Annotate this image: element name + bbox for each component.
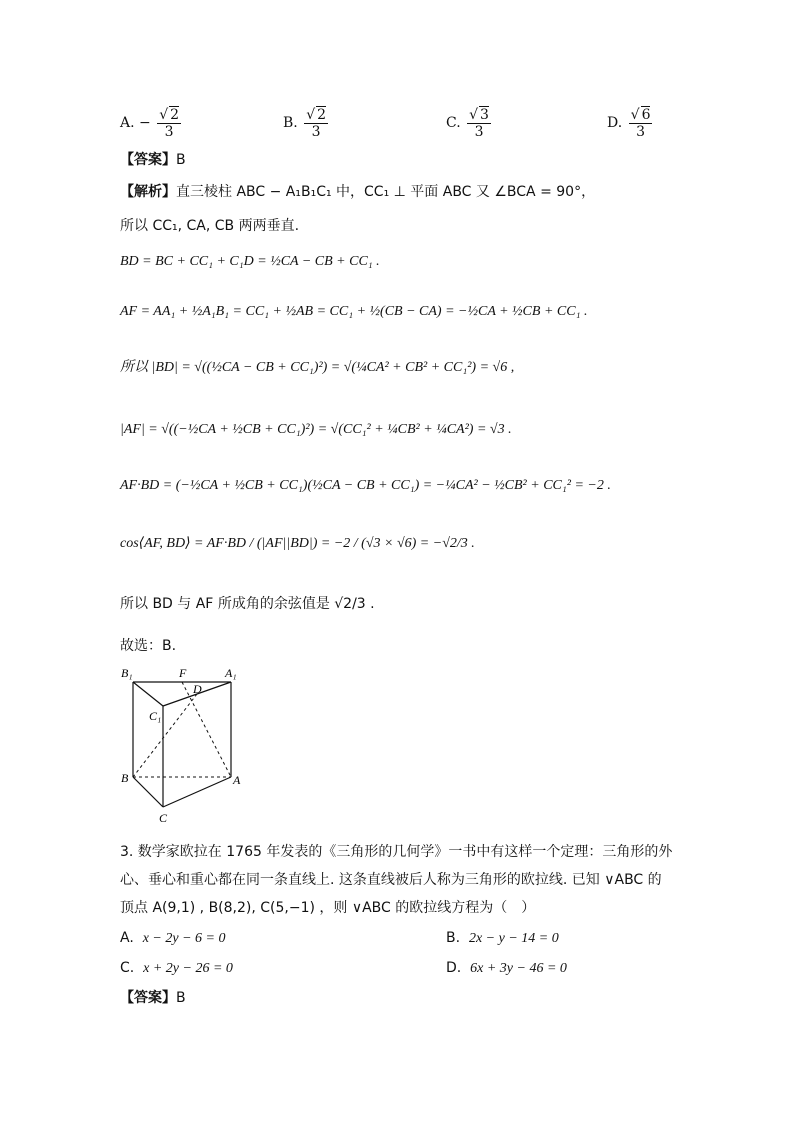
answer-label: 【答案】	[120, 152, 176, 168]
q3-stem-line-3: 顶点 A(9,1) , B(8,2), C(5,−1) ，则 ∨ABC 的欧拉线方程为（ ）	[120, 900, 536, 916]
option-d	[607, 106, 654, 140]
choice-text: 故选：B.	[120, 638, 177, 654]
option-letter: B.	[283, 115, 298, 131]
option-text: x + 2y − 26 = 0	[143, 961, 233, 976]
label-a1: A₁	[225, 666, 237, 680]
edge-b1-c1	[133, 682, 163, 706]
option-sign: −	[139, 115, 151, 131]
q3-stem-line-2: 心、垂心和重心都在同一条直线上. 这条直线被后人称为三角形的欧拉线. 已知 ∨ABC 的	[120, 872, 662, 888]
equation-bd: BD = BC + CC₁ + C₁D = ½CA − CB + CC₁ .	[120, 254, 380, 269]
option-text: 6x + 3y − 46 = 0	[470, 961, 567, 976]
radicand: 2	[317, 107, 327, 123]
label-c1: C₁	[149, 709, 162, 723]
option-c	[446, 106, 493, 140]
analysis-intro	[120, 182, 595, 202]
edge-c-a	[163, 777, 231, 807]
analysis-text: 直三棱柱 ABC − A₁B₁C₁ 中，CC₁ ⊥ 平面 ABC 又 ∠BCA = 90°，	[176, 184, 596, 200]
option-letter: A.	[120, 115, 135, 131]
label-d: D	[193, 682, 202, 696]
conclusion-text: 所以 BD 与 AF 所成角的余弦值是 √2/3 .	[120, 596, 375, 612]
option-fraction: $\frac{√ 2}{3}$	[159, 107, 180, 140]
denominator: 3	[164, 124, 174, 140]
option-text: 2x − y − 14 = 0	[468, 931, 559, 946]
label-b1: B₁	[121, 666, 133, 680]
q3-option-b	[446, 928, 559, 949]
label-b: B	[121, 771, 129, 785]
q3-option-c	[120, 958, 233, 979]
equation-af: AF = AA₁ + ½A₁B₁ = CC₁ + ½AB = CC₁ + ½(CB − CA) = −½CA + ½CB + CC₁ .	[120, 304, 588, 319]
label-a: A	[233, 773, 241, 787]
label-c: C	[159, 811, 168, 825]
option-text: x − 2y − 6 = 0	[142, 931, 226, 946]
option-letter: C.	[120, 960, 135, 976]
label-f: F	[179, 666, 187, 680]
equation-dot-product: AF·BD = (−½CA + ½CB + CC₁)(½CA − CB + CC₁) = −¼CA² − ½CB² + CC₁² = −2 .	[120, 478, 611, 493]
denominator: 3	[636, 124, 646, 140]
denominator: 3	[474, 124, 484, 140]
option-fraction: $\frac{√ 2}{3}$	[306, 107, 327, 140]
option-fraction: $\frac{√ 6}{3}$	[630, 107, 651, 140]
option-fraction: $\frac{√ 3}{3}$	[469, 107, 489, 140]
option-letter: C.	[446, 115, 461, 131]
q3-stem-line-1: 3. 数学家欧拉在 1765 年发表的《三角形的几何学》一书中有这样一个定理：三角形的外	[120, 844, 673, 860]
q3-option-d	[446, 958, 567, 979]
option-letter: D.	[607, 115, 623, 131]
perpendicular-text: 所以 CC₁, CA, CB 两两垂直.	[120, 218, 300, 234]
segment-bd	[133, 694, 197, 777]
analysis-label: 【解析】	[120, 184, 176, 200]
option-letter: B.	[446, 930, 461, 946]
answer-line	[120, 150, 186, 170]
answer-value: B	[176, 152, 186, 168]
answer-value: B	[176, 990, 186, 1006]
option-letter: A.	[120, 930, 134, 946]
answer-label: 【答案】	[120, 990, 176, 1006]
equation-af-length: |AF| = √((−½CA + ½CB + CC₁)²) = √(CC₁² + ¼CB² + ¼CA²) = √3 .	[120, 422, 512, 437]
equation-cosine: cos⟨AF, BD⟩ = AF·BD / (|AF||BD|) = −2 / (√3 × √6) = −√2/3 .	[120, 536, 475, 551]
radicand: 3	[480, 107, 489, 123]
option-letter: D.	[446, 960, 462, 976]
option-a	[120, 106, 183, 140]
prism-figure	[115, 662, 250, 827]
equation-bd-length: 所以 |BD| = √((½CA − CB + CC₁)²) = √(¼CA² + CB² + CC₁²) = √6 ,	[120, 360, 515, 375]
q3-answer-line	[120, 988, 186, 1008]
radicand: 6	[641, 107, 651, 123]
option-b	[283, 106, 330, 140]
q3-option-a	[120, 928, 225, 949]
edge-b-c	[133, 777, 163, 807]
denominator: 3	[311, 124, 321, 140]
radicand: 2	[170, 107, 180, 123]
